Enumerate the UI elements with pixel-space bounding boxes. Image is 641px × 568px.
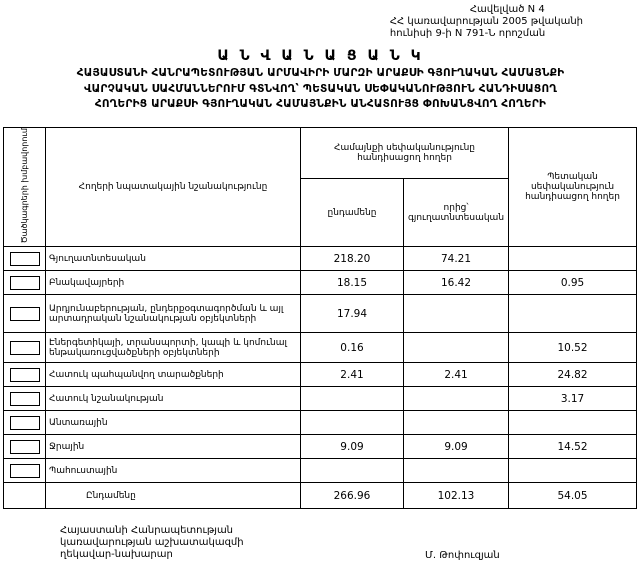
total-row-code: [4, 483, 46, 509]
table-row: [4, 363, 637, 387]
code-box: [10, 440, 40, 454]
table-row: [4, 435, 637, 459]
footer-line-3: ղեկավար-նախարար: [60, 549, 173, 560]
document-title: Ա Ն Վ Ա Ն Ա Ց Ա Ն Կ: [217, 48, 424, 64]
agri-value: 74.21: [404, 247, 509, 271]
total-value: 0.16: [301, 333, 404, 363]
signatory-name: Մ. Թոփուզյան: [425, 550, 500, 561]
land-type: Հատուկ պահպանվող տարածքների: [46, 363, 301, 387]
state-value: [509, 247, 637, 271]
table-row: [4, 271, 637, 295]
land-type: Պահուստային: [46, 459, 301, 483]
header-agricultural: որից՝ գյուղատնտեսական: [404, 179, 509, 247]
agri-value: [404, 411, 509, 435]
header-code: Ծածկագրերի խմբավորում: [4, 128, 46, 247]
header-total: ընդամենը: [301, 179, 404, 247]
land-table: [3, 127, 637, 509]
code-box: [10, 392, 40, 406]
signatory-title: [60, 525, 244, 561]
code-box: [10, 368, 40, 382]
state-value: 24.82: [509, 363, 637, 387]
total-value: 18.15: [301, 271, 404, 295]
agri-value: [404, 333, 509, 363]
code-box: [10, 416, 40, 430]
header-land-purpose: Հողերի նպատակային նշանակությունը: [46, 128, 301, 247]
total-value: [301, 387, 404, 411]
state-value: [509, 459, 637, 483]
appendix-date-line: հունիսի 9-ի N 791-Ն որոշման: [389, 28, 546, 39]
state-value: [509, 411, 637, 435]
total-label: Ընդամենը: [46, 483, 301, 509]
agri-value: 2.41: [404, 363, 509, 387]
table-row: [4, 295, 637, 333]
table-row: [4, 387, 637, 411]
table-row: [4, 247, 637, 271]
footer-line-2: կառավարության աշխատակազմի: [60, 537, 244, 548]
state-value: [509, 295, 637, 333]
code-box: [10, 341, 40, 355]
appendix-number: Հավելված N 4: [469, 4, 545, 15]
total-value: 17.94: [301, 295, 404, 333]
subtitle-line-1: ՀԱՅԱՍՏԱՆԻ ՀԱՆՐԱՊԵՏՈՒԹՅԱՆ ԱՐՄԱՎԻՐԻ ՄԱՐԶԻ ԱՐԱՔՍԻ ԳՅՈՒՂԱԿԱՆ ՀԱՄԱՅՆՔԻ: [76, 67, 565, 79]
footer-line-1: Հայաստանի Հանրապետության: [60, 525, 234, 536]
land-type: Հատուկ նշանակության: [46, 387, 301, 411]
sum-total-value: 266.96: [301, 483, 404, 509]
total-value: [301, 411, 404, 435]
table-row: [4, 411, 637, 435]
code-box: [10, 276, 40, 290]
land-type: Ջրային: [46, 435, 301, 459]
land-type: Գյուղատնտեսական: [46, 247, 301, 271]
table-row: [4, 333, 637, 363]
subtitle-line-2: ՎԱՐՉԱԿԱՆ ՍԱՀՄԱՆՆԵՐՈՒՄ ԳՏՆՎՈՂ՝ ՊԵՏԱԿԱՆ ՍԵՓԱԿԱՆՈՒԹՅՈՒՆ ՀԱՆԴԻՍԱՑՈՂ: [83, 82, 558, 95]
total-value: 2.41: [301, 363, 404, 387]
agri-value: [404, 387, 509, 411]
header-state-land: Պետական սեփականություն հանդիսացող հողեր: [509, 128, 637, 247]
total-value: [301, 459, 404, 483]
land-type: Արդյունաբերության, ընդերքօգտագործման և այլ արտադրական նշանակության օբյեկտների: [46, 295, 301, 333]
appendix-decision-line: ՀՀ կառավարության 2005 թվականի: [389, 16, 583, 27]
appendix-header: [390, 4, 583, 40]
agri-value: [404, 295, 509, 333]
document-subtitle: [8, 66, 633, 113]
table-row: [4, 459, 637, 483]
table-total-row: [4, 483, 637, 509]
total-value: 218.20: [301, 247, 404, 271]
land-type: Անտառային: [46, 411, 301, 435]
state-value: 3.17: [509, 387, 637, 411]
sum-agri-value: 102.13: [404, 483, 509, 509]
code-box: [10, 252, 40, 266]
land-type: Էներգետիկայի, տրանսպորտի, կապի և կոմունալ ենթակառուցվածքների օբյեկտների: [46, 333, 301, 363]
state-value: 14.52: [509, 435, 637, 459]
sum-state-value: 54.05: [509, 483, 637, 509]
agri-value: [404, 459, 509, 483]
state-value: 10.52: [509, 333, 637, 363]
land-type: Բնակավայրերի: [46, 271, 301, 295]
agri-value: 16.42: [404, 271, 509, 295]
state-value: 0.95: [509, 271, 637, 295]
code-box: [10, 307, 40, 321]
agri-value: 9.09: [404, 435, 509, 459]
total-value: 9.09: [301, 435, 404, 459]
header-community-land: Համայնքի սեփականությունը հանդիսացող հողեր: [301, 128, 509, 179]
code-box: [10, 464, 40, 478]
subtitle-line-3: ՀՈՂԵՐԻՑ ԱՐԱՔՍԻ ԳՅՈՒՂԱԿԱՆ ՀԱՄԱՅՆՔԻՆ ԱՆՀԱՏՈՒՅՑ ՓՈԽԱՆՑՎՈՂ ՀՈՂԵՐԻ: [94, 98, 547, 110]
